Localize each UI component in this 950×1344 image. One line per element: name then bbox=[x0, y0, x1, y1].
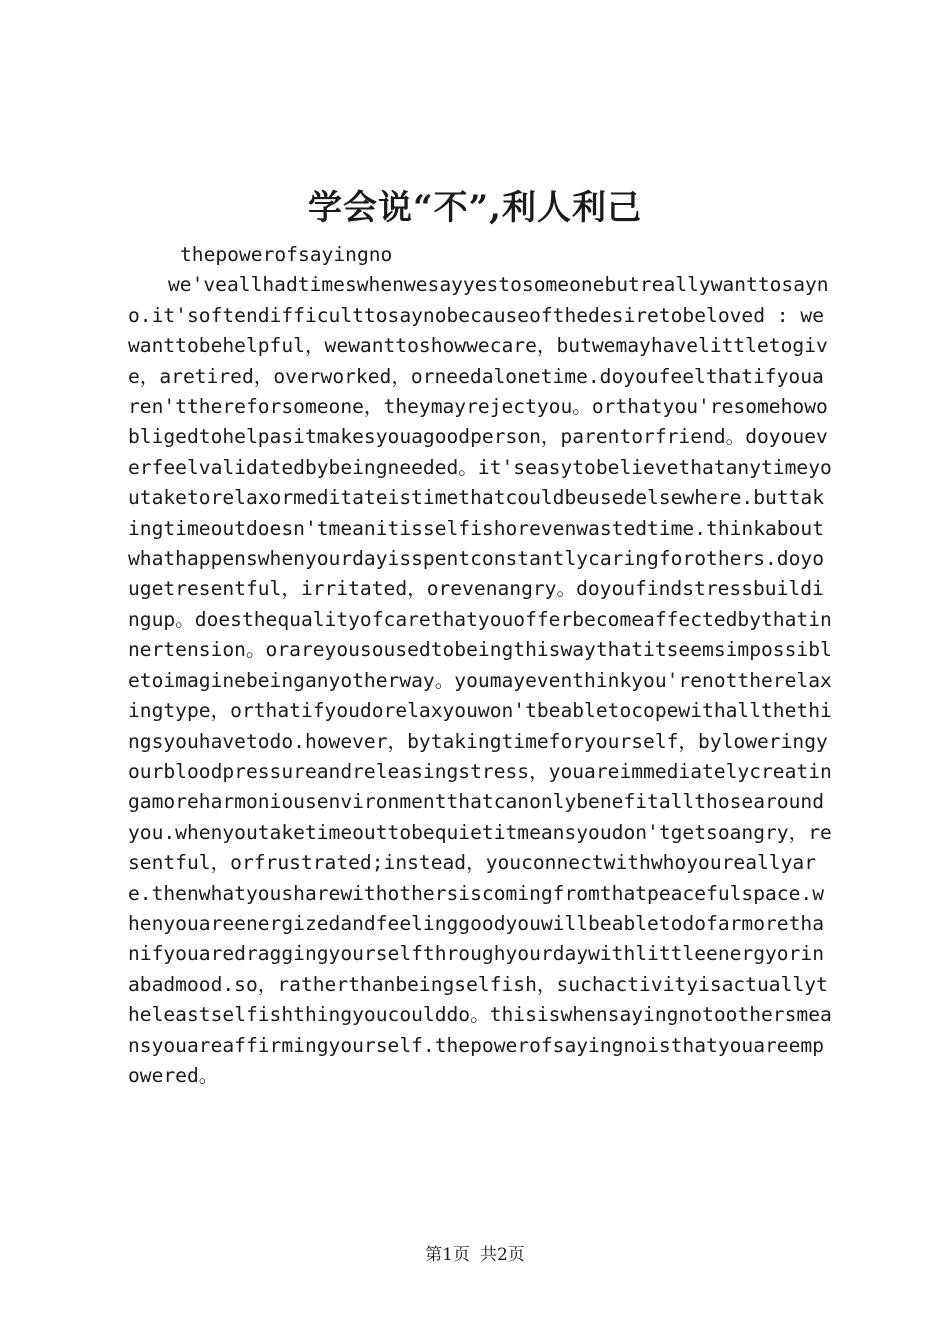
document-body bbox=[128, 240, 832, 1091]
body-paragraph: we'veallhadtimeswhenwesayyestosomeonebutreallywanttosayno.it'softendifficulttosaynobecauseofthedesiretobeloved : wewanttobehelpful，wewanttoshowwecare，butwemayhavelittletogive，aretired，overworked，orneedalonetime.doyoufeelthatifyouaren'tthereforsomeone，theymayrejectyou。orthatyou'resomehowobligedtohelpasitmakesyouagoodperson，parentorfriend。doyoueverfeelvalidatedbybeingneeded。it'seasytobelievethatanytimeyoutaketorelaxormeditateistimethatcouldbeusedelsewhere.buttakingtimeoutdoesn'tmeanitisselfishorevenwastedtime.thinkaboutwhathappenswhenyourdayisspentconstantlycaringforothers.doyougetresentful，irritated，orevenangry。doyoufindstressbuildingup。doesthequalityofcarethatyouofferbecomeaffectedbythatinnertension。orareyousousedtobeingthiswaythatitseemsimpossibletoimaginebeinganyotherway。youmayeventhinkyou'renottherelaxingtype，orthatifyoudorelaxyouwon'tbeabletocopewithallthethingsyouhavetodo.however，bytakingtimeforyourself，byloweringyourbloodpressureandreleasingstress，youareimmediatelycreatingamoreharmoniousenvironmentthatcanonlybenefitallthosearoundyou.whenyoutaketimeouttobequietitmeansyoudon'tgetsoangry，resentful，orfrustrated;instead，youconnectwithwhoyoureallyare.thenwhatyousharewithothersiscomingfromthatpeacefulspace.whenyouareenergizedandfeelinggoodyouwillbeabletodofarmorethanifyouaredraggingyourselfthroughyourdaywithlittleenergyorinabadmood.so，ratherthanbeingselfish，suchactivityisactuallytheleastselfishthingyoucoulddo。thisiswhensayingnotoothersmeansyouareaffirmingyourself.thepowerofsayingnoisthatyouareempowered。 bbox=[128, 273, 832, 1087]
document-title: 学会说“不”,利人利己 bbox=[308, 188, 642, 228]
heading-line: thepowerofsayingno bbox=[180, 243, 393, 266]
page-footer bbox=[0, 1243, 950, 1267]
page-number: 第1页 bbox=[425, 1245, 470, 1265]
total-pages: 共2页 bbox=[480, 1245, 525, 1265]
